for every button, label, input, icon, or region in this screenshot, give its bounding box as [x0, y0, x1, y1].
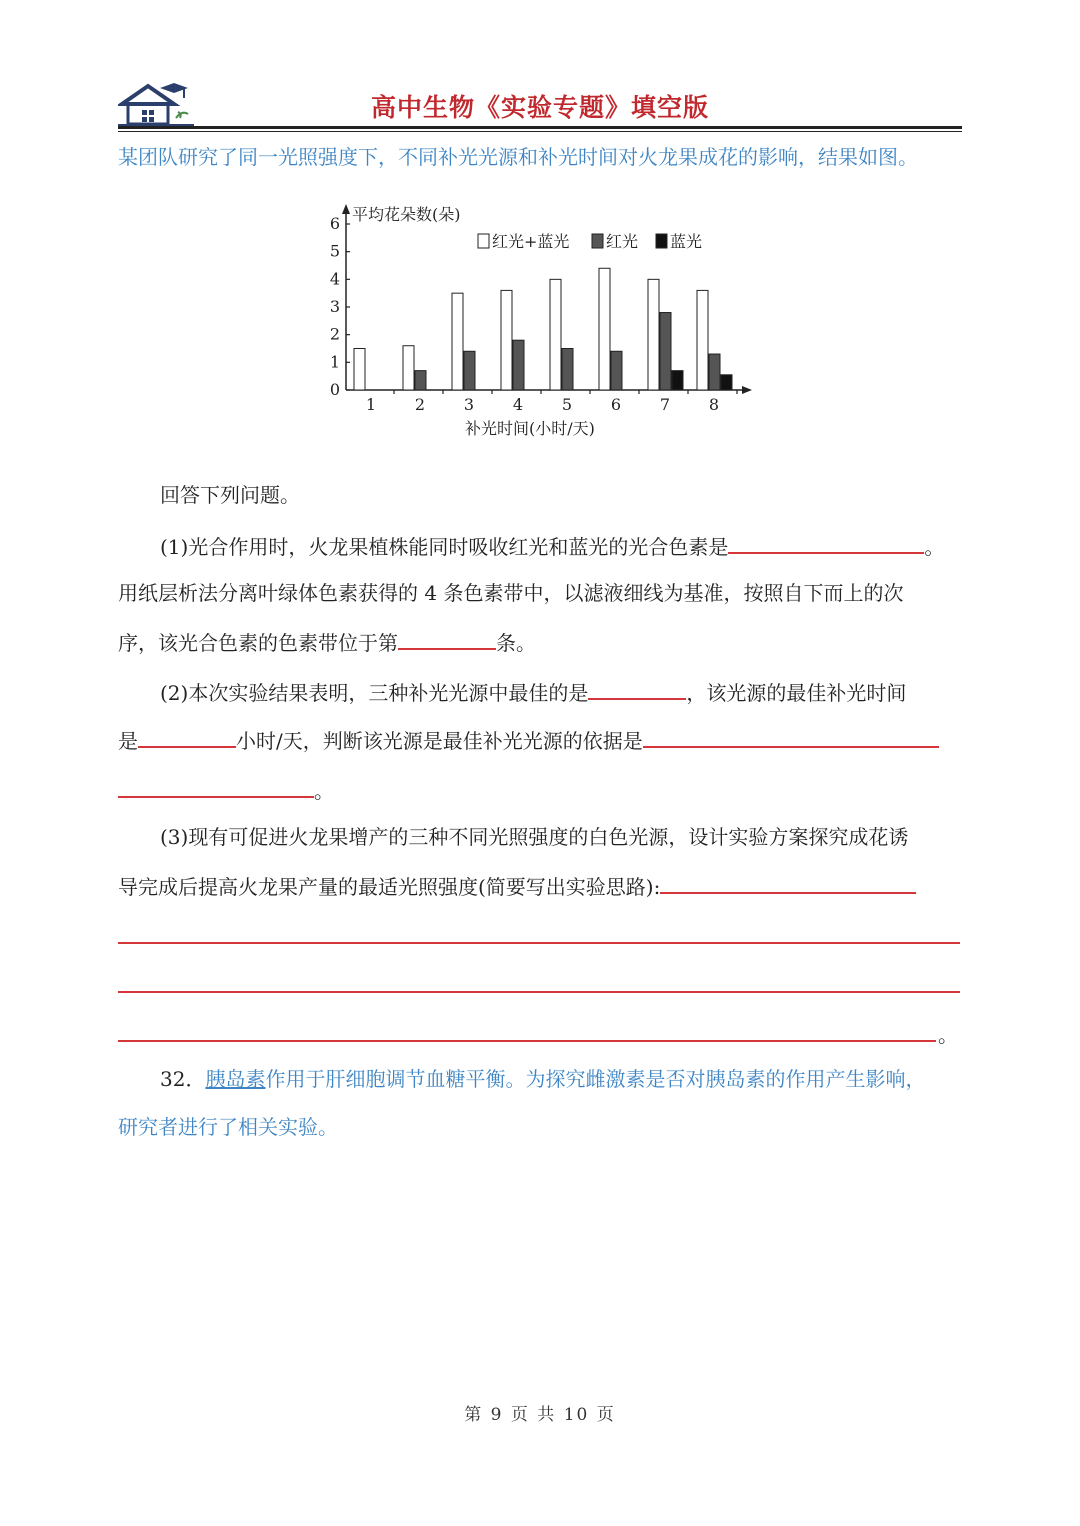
- bar-红光-8: [709, 354, 720, 390]
- q1-line3: [118, 626, 536, 658]
- x-axis-label: 补光时间(小时/天): [465, 419, 595, 438]
- q32-text: 作用于肝细胞调节血糖平衡。为探究雌激素是否对胰岛素的作用产生影响，: [265, 1067, 926, 1091]
- q1-line2: 用纸层析法分离叶绿体色素获得的 4 条色素带中，以滤液细线为基准，按照自下而上的次: [118, 581, 904, 605]
- bar-红光-5: [562, 349, 573, 391]
- bar-红光-2: [415, 371, 426, 390]
- bar-chart: [320, 196, 770, 450]
- q3-answer-line-3[interactable]: [118, 991, 960, 993]
- bar-蓝光-8: [721, 375, 732, 390]
- q32-line2: 研究者进行了相关实验。: [118, 1115, 338, 1139]
- page-footer: 第 9 页 共 10 页: [464, 1405, 616, 1425]
- q1-text-a: (1)光合作用时，火龙果植株能同时吸收红光和蓝光的光合色素是: [160, 535, 729, 559]
- x-tick-label: 1: [365, 395, 377, 414]
- y-axis-label: 平均花朵数(朵): [352, 205, 461, 224]
- x-tick-label: 3: [463, 395, 475, 414]
- bar-红光+蓝光-1: [354, 349, 365, 391]
- x-tick-label: 6: [610, 395, 622, 414]
- q2-text-b: ，该光源的最佳补光时间: [686, 681, 907, 705]
- y-tick-label: 3: [329, 297, 340, 316]
- bar-红光-4: [513, 340, 524, 390]
- y-tick-label: 1: [329, 352, 340, 372]
- bar-红光-7: [660, 313, 671, 390]
- legend-label: 红光: [606, 232, 639, 251]
- q2-text-a: (2)本次实验结果表明，三种补光光源中最佳的是: [160, 681, 589, 705]
- q3-period: 。: [938, 1023, 958, 1047]
- q3-text: 导完成后提高火龙果产量的最适光照强度(简要写出实验思路):: [118, 875, 661, 899]
- y-tick-label: 4: [329, 269, 340, 289]
- x-tick-label: 5: [561, 395, 573, 414]
- bar-红光+蓝光-3: [452, 293, 463, 390]
- x-tick-label: 7: [659, 395, 671, 414]
- bar-红光+蓝光-7: [648, 279, 659, 390]
- q1-blank-pigment[interactable]: [728, 530, 924, 554]
- bar-红光+蓝光-5: [550, 279, 561, 390]
- q2-blank-basis-cont[interactable]: [118, 774, 314, 798]
- x-tick-label: 8: [708, 395, 720, 414]
- insulin-link[interactable]: 胰岛素: [205, 1067, 266, 1091]
- q1-period: 。: [924, 535, 945, 559]
- bar-红光+蓝光-6: [599, 268, 610, 390]
- y-tick-label: 5: [329, 241, 340, 261]
- q1-text-d: 条。: [496, 631, 536, 655]
- legend-label: 蓝光: [670, 232, 703, 251]
- y-tick-label: 2: [329, 324, 340, 344]
- q2-blank-source[interactable]: [588, 676, 686, 700]
- q3-blank-1[interactable]: [660, 870, 916, 894]
- q1-text-c: 序，该光合色素的色素带位于第: [118, 631, 398, 655]
- q2-blank-basis[interactable]: [643, 724, 939, 748]
- q3-line1: (3)现有可促进火龙果增产的三种不同光照强度的白色光源，设计实验方案探究成花诱: [160, 825, 909, 849]
- q3-line2: [118, 870, 916, 902]
- answer-prompt: 回答下列问题。: [160, 483, 300, 507]
- q1-blank-band[interactable]: [398, 626, 496, 650]
- y-tick-label: 0: [329, 380, 340, 399]
- q32-line1: [160, 1064, 925, 1094]
- q2-text-c: 是: [118, 729, 138, 753]
- q2-line1: [160, 676, 906, 708]
- q2-period: 。: [314, 779, 334, 803]
- q2-line2: [118, 724, 939, 756]
- bar-蓝光-7: [672, 371, 683, 390]
- legend-label: 红光+蓝光: [492, 232, 570, 251]
- bar-红光+蓝光-2: [403, 346, 414, 390]
- x-tick-label: 2: [414, 395, 426, 414]
- bar-红光-6: [611, 351, 622, 390]
- question-intro-text: 某团队研究了同一光照强度下，不同补光光源和补光时间对火龙果成花的影响，结果如图。: [118, 145, 918, 169]
- bar-红光+蓝光-4: [501, 290, 512, 390]
- header-divider: [118, 126, 962, 129]
- legend-swatch: [478, 234, 489, 248]
- bar-红光+蓝光-8: [697, 290, 708, 390]
- page-header-title: 高中生物《实验专题》填空版: [370, 93, 709, 122]
- q3-answer-line-2[interactable]: [118, 942, 960, 944]
- y-tick-label: 6: [329, 214, 340, 233]
- q1-line1: [160, 530, 944, 562]
- bar-红光-3: [464, 351, 475, 390]
- legend-swatch: [592, 234, 603, 248]
- q3-answer-line-4[interactable]: [118, 1040, 936, 1042]
- q2-text-d: 小时/天，判断该光源是最佳补光光源的依据是: [236, 729, 643, 753]
- q2-blank-hours[interactable]: [138, 724, 236, 748]
- x-tick-label: 4: [512, 395, 524, 414]
- header-divider-thin: [118, 131, 962, 132]
- legend-swatch: [656, 234, 667, 248]
- q2-line3: [118, 774, 334, 806]
- q32-number: 32．: [160, 1067, 206, 1091]
